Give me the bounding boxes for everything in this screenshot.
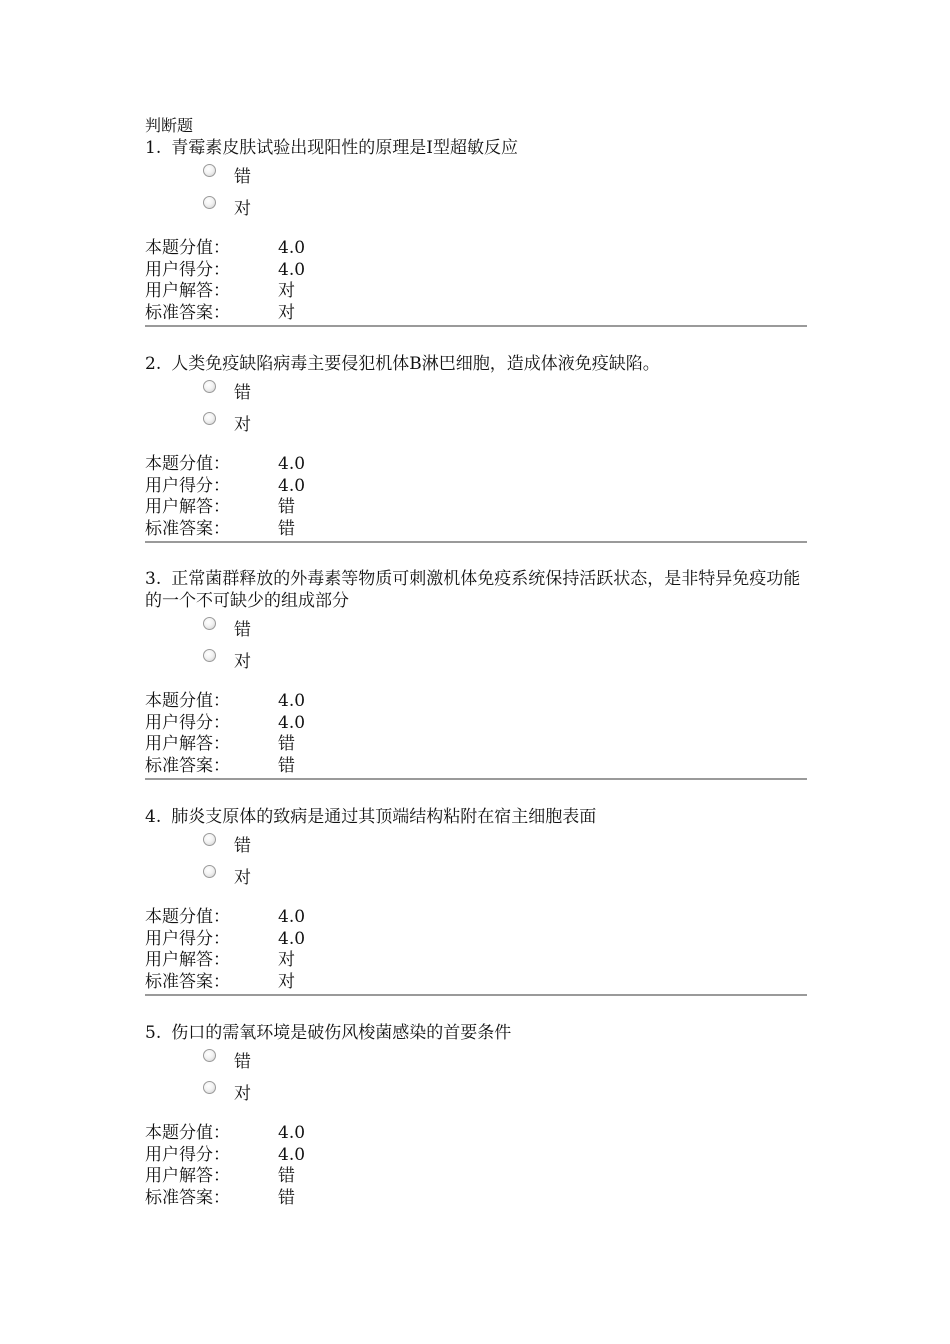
radio-button-icon[interactable] [203,380,216,393]
option-label: 错 [234,383,251,403]
standard-answer-value: 对 [278,972,295,993]
question-4 [145,806,807,996]
option-wrong[interactable] [203,831,807,863]
user-answer-label: 用户解答： [145,734,230,755]
standard-answer-label: 标准答案： [145,1188,230,1209]
user-answer-value: 错 [278,734,295,755]
question-text: 3. 正常菌群释放的外毒素等物质可刺激机体免疫系统保持活跃状态，是非特异免疫功能的一个不可缺少的组成部分 [145,569,801,611]
score-info [145,691,807,778]
score-value: 4.0 [278,691,306,711]
user-answer-label: 用户解答： [145,281,230,302]
radio-button-icon[interactable] [203,1081,216,1094]
user-score-value: 4.0 [278,1144,306,1165]
question-1 [145,137,807,327]
user-score-label: 用户得分： [145,259,230,280]
radio-button-icon[interactable] [203,412,216,425]
option-right[interactable] [203,194,807,226]
option-label: 对 [234,868,251,888]
option-label: 错 [234,1052,251,1072]
option-label: 对 [234,415,251,435]
user-answer-label: 用户解答： [145,950,230,971]
score-value: 4.0 [278,454,306,474]
radio-button-icon[interactable] [203,617,216,630]
divider [145,994,807,996]
user-score-label: 用户得分： [145,928,230,949]
option-label: 对 [234,1084,251,1104]
score-label: 本题分值： [145,1123,230,1143]
radio-button-icon[interactable] [203,649,216,662]
score-value: 4.0 [278,907,306,927]
standard-answer-value: 对 [278,303,295,324]
score-info [145,907,807,994]
radio-button-icon[interactable] [203,1049,216,1062]
standard-answer-value: 错 [278,1188,295,1209]
option-label: 对 [234,199,251,219]
radio-button-icon[interactable] [203,833,216,846]
score-label: 本题分值： [145,907,230,927]
score-info [145,238,807,325]
user-answer-value: 错 [278,1166,295,1187]
divider [145,778,807,780]
standard-answer-label: 标准答案： [145,972,230,993]
question-text: 2. 人类免疫缺陷病毒主要侵犯机体B淋巴细胞，造成体液免疫缺陷。 [145,354,660,374]
user-score-label: 用户得分： [145,712,230,733]
question-5 [145,1022,807,1210]
option-label: 对 [234,652,251,672]
user-score-value: 4.0 [278,712,306,733]
user-answer-label: 用户解答： [145,497,230,518]
score-info [145,1123,807,1210]
option-wrong[interactable] [203,378,807,410]
standard-answer-label: 标准答案： [145,519,230,540]
divider [145,325,807,327]
option-label: 错 [234,836,251,856]
standard-answer-value: 错 [278,519,295,540]
option-wrong[interactable] [203,1047,807,1079]
score-value: 4.0 [278,238,306,258]
score-label: 本题分值： [145,454,230,474]
user-score-value: 4.0 [278,259,306,280]
question-2 [145,353,807,543]
score-label: 本题分值： [145,691,230,711]
section-title: 判断题 [145,116,194,135]
option-wrong[interactable] [203,162,807,194]
radio-button-icon[interactable] [203,196,216,209]
score-label: 本题分值： [145,238,230,258]
user-score-label: 用户得分： [145,475,230,496]
standard-answer-label: 标准答案： [145,303,230,324]
divider [145,541,807,543]
user-answer-value: 错 [278,497,295,518]
user-answer-value: 对 [278,950,295,971]
option-right[interactable] [203,410,807,442]
option-label: 错 [234,620,251,640]
user-score-label: 用户得分： [145,1144,230,1165]
standard-answer-label: 标准答案： [145,756,230,777]
question-text: 5. 伤口的需氧环境是破伤风梭菌感染的首要条件 [145,1023,512,1043]
question-text: 1. 青霉素皮肤试验出现阳性的原理是Ⅰ型超敏反应 [145,138,518,158]
user-score-value: 4.0 [278,928,306,949]
user-score-value: 4.0 [278,475,306,496]
option-wrong[interactable] [203,615,807,647]
radio-button-icon[interactable] [203,865,216,878]
standard-answer-value: 错 [278,756,295,777]
user-answer-value: 对 [278,281,295,302]
option-right[interactable] [203,863,807,895]
radio-button-icon[interactable] [203,164,216,177]
question-text: 4. 肺炎支原体的致病是通过其顶端结构粘附在宿主细胞表面 [145,807,597,827]
option-label: 错 [234,167,251,187]
option-right[interactable] [203,1079,807,1111]
user-answer-label: 用户解答： [145,1166,230,1187]
question-3 [145,568,807,780]
option-right[interactable] [203,647,807,679]
score-info [145,454,807,541]
score-value: 4.0 [278,1123,306,1143]
